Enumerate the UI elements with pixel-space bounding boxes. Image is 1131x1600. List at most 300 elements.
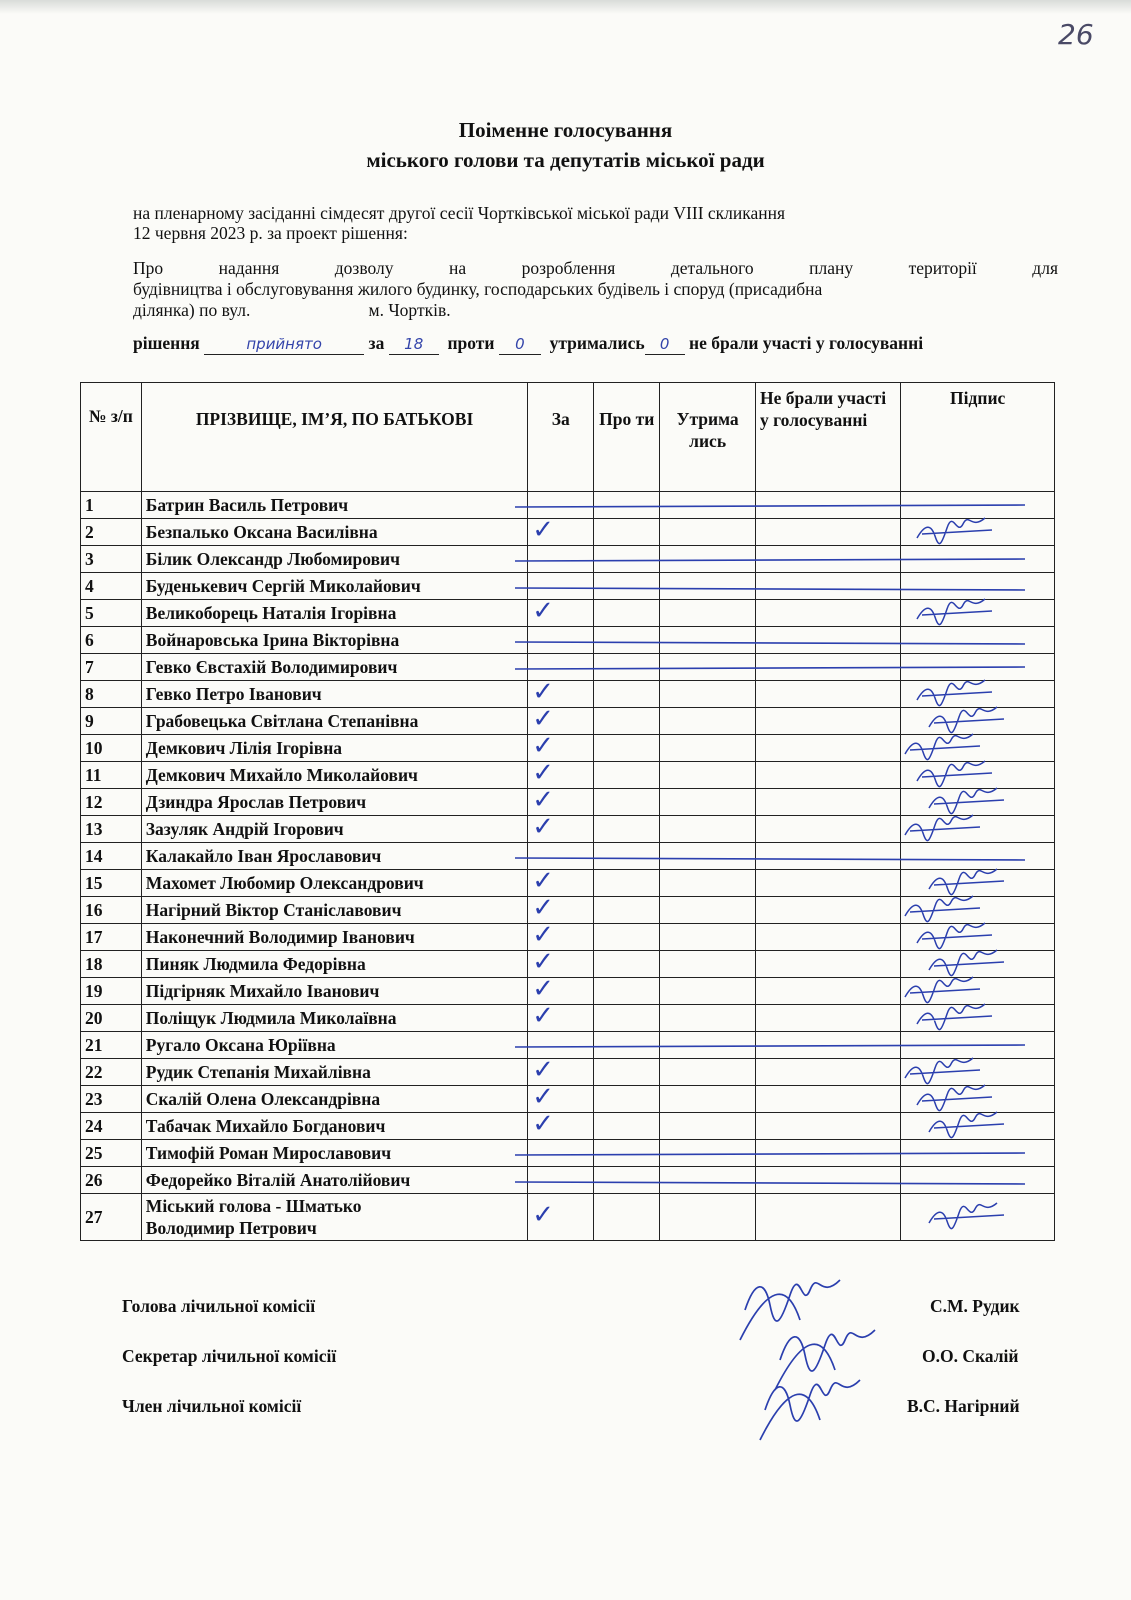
vote-proty-cell bbox=[594, 735, 660, 762]
decision-tail: не брали участі у голосуванні bbox=[688, 333, 924, 353]
vote-check-mark: ✓ bbox=[532, 677, 555, 707]
vote-check-mark: ✓ bbox=[532, 974, 555, 1004]
row-number bbox=[81, 600, 142, 627]
vote-check-mark: ✓ bbox=[532, 866, 555, 896]
vote-za-cell bbox=[528, 546, 594, 573]
vote-utr-cell bbox=[660, 1113, 756, 1140]
deputy-name-text: Буденькевич Сергій Миколайович bbox=[145, 576, 421, 596]
row-number-text: 17 bbox=[85, 927, 103, 947]
signature-cell bbox=[901, 492, 1055, 519]
deputy-name-text: Поліщук Людмила Миколаївна bbox=[145, 1008, 397, 1028]
commission-signature bbox=[740, 1280, 840, 1340]
row-number-text: 8 bbox=[85, 684, 94, 704]
vote-utr-cell bbox=[660, 897, 756, 924]
roll-call-table bbox=[80, 382, 1055, 1241]
row-number-text: 14 bbox=[85, 846, 103, 866]
table-row bbox=[81, 1167, 1055, 1194]
row-number-text: 19 bbox=[85, 981, 103, 1001]
header-nebr: Не брали участі у голосуванні bbox=[756, 383, 901, 492]
vote-za-cell bbox=[528, 1194, 594, 1241]
vote-nebr-cell bbox=[756, 1194, 901, 1241]
vote-utr-cell bbox=[660, 816, 756, 843]
deputy-name bbox=[141, 870, 528, 897]
deputy-name bbox=[141, 1194, 528, 1241]
document-subtitle: міського голови та депутатів міської ради bbox=[366, 148, 765, 172]
vote-utr-cell bbox=[660, 789, 756, 816]
deputy-name bbox=[141, 924, 528, 951]
utr-label: утримались bbox=[549, 333, 645, 353]
header-num: № з/п bbox=[81, 383, 142, 492]
vote-check-mark: ✓ bbox=[532, 920, 555, 950]
row-number bbox=[81, 708, 142, 735]
handwritten-page-number: 26 bbox=[1058, 18, 1094, 51]
vote-utr-cell bbox=[660, 519, 756, 546]
vote-proty-cell bbox=[594, 1140, 660, 1167]
row-number-text: 3 bbox=[85, 549, 94, 569]
signature-cell bbox=[901, 1005, 1055, 1032]
signature-cell bbox=[901, 681, 1055, 708]
project-title-line-2: будівництва і обслуговування жилого будинку, господарських будівель і споруд (присадибна bbox=[133, 279, 823, 299]
vote-check-mark: ✓ bbox=[532, 1055, 555, 1085]
deputy-name bbox=[141, 573, 528, 600]
vote-utr-cell bbox=[660, 1059, 756, 1086]
vote-utr-cell bbox=[660, 762, 756, 789]
utr-count: 0 bbox=[659, 335, 670, 353]
vote-nebr-cell bbox=[756, 951, 901, 978]
vote-nebr-cell bbox=[756, 492, 901, 519]
row-number bbox=[81, 1086, 142, 1113]
row-number bbox=[81, 843, 142, 870]
deputy-name-text: Батрин Василь Петрович bbox=[145, 495, 349, 515]
row-number bbox=[81, 870, 142, 897]
deputy-name bbox=[141, 843, 528, 870]
signature-cell bbox=[901, 708, 1055, 735]
vote-nebr-cell bbox=[756, 1140, 901, 1167]
vote-nebr-cell bbox=[756, 1086, 901, 1113]
vote-proty-cell bbox=[594, 681, 660, 708]
vote-proty-cell bbox=[594, 843, 660, 870]
commission-chair-name: С.М. Рудик bbox=[930, 1296, 1020, 1316]
vote-za-cell bbox=[528, 1140, 594, 1167]
document-title: Поіменне голосування bbox=[458, 118, 673, 142]
vote-proty-cell bbox=[594, 546, 660, 573]
vote-nebr-cell bbox=[756, 816, 901, 843]
deputy-name bbox=[141, 708, 528, 735]
row-number-text: 21 bbox=[85, 1035, 103, 1055]
deputy-name-text: Нагірний Віктор Станіславович bbox=[145, 900, 402, 920]
proty-label: проти bbox=[447, 333, 495, 353]
scan-top-edge bbox=[0, 0, 1131, 14]
deputy-name bbox=[141, 978, 528, 1005]
row-number-text: 13 bbox=[85, 819, 103, 839]
table-row bbox=[81, 762, 1055, 789]
vote-proty-cell bbox=[594, 492, 660, 519]
signature-cell bbox=[901, 816, 1055, 843]
row-number-text: 27 bbox=[85, 1207, 103, 1227]
row-number bbox=[81, 519, 142, 546]
deputy-name bbox=[141, 1167, 528, 1194]
table-row bbox=[81, 924, 1055, 951]
vote-nebr-cell bbox=[756, 1005, 901, 1032]
table-row bbox=[81, 1194, 1055, 1241]
deputy-name-text: Безпалько Оксана Василівна bbox=[145, 522, 378, 542]
header-proty: Про ти bbox=[594, 383, 660, 492]
vote-proty-cell bbox=[594, 789, 660, 816]
za-count-field bbox=[389, 333, 439, 355]
proty-count-field bbox=[499, 333, 541, 355]
vote-utr-cell bbox=[660, 1032, 756, 1059]
vote-utr-cell bbox=[660, 600, 756, 627]
signature-cell bbox=[901, 1140, 1055, 1167]
row-number-text: 10 bbox=[85, 738, 103, 758]
row-number bbox=[81, 1194, 142, 1241]
vote-utr-cell bbox=[660, 978, 756, 1005]
row-number-text: 7 bbox=[85, 657, 94, 677]
signature-cell bbox=[901, 951, 1055, 978]
row-number-text: 24 bbox=[85, 1116, 103, 1136]
vote-nebr-cell bbox=[756, 897, 901, 924]
table-row bbox=[81, 492, 1055, 519]
table-row bbox=[81, 600, 1055, 627]
deputy-name bbox=[141, 492, 528, 519]
vote-utr-cell bbox=[660, 1140, 756, 1167]
utr-count-field bbox=[645, 333, 685, 355]
signature-cell bbox=[901, 573, 1055, 600]
za-count: 18 bbox=[404, 335, 424, 353]
row-number-text: 1 bbox=[85, 495, 94, 515]
vote-utr-cell bbox=[660, 681, 756, 708]
deputy-name-text: Тимофій Роман Мирославович bbox=[145, 1143, 392, 1163]
deputy-name bbox=[141, 546, 528, 573]
table-row bbox=[81, 897, 1055, 924]
signature-cell bbox=[901, 924, 1055, 951]
deputy-name-text: Табачак Михайло Богданович bbox=[145, 1116, 386, 1136]
row-number bbox=[81, 978, 142, 1005]
row-number bbox=[81, 681, 142, 708]
vote-proty-cell bbox=[594, 1194, 660, 1241]
decision-result-field bbox=[204, 333, 364, 355]
vote-za-cell bbox=[528, 596, 594, 627]
signature-cell bbox=[901, 546, 1055, 573]
vote-proty-cell bbox=[594, 600, 660, 627]
proty-count: 0 bbox=[515, 335, 525, 353]
vote-nebr-cell bbox=[756, 870, 901, 897]
row-number-text: 6 bbox=[85, 630, 94, 650]
deputy-name-text: Дзиндра Ярослав Петрович bbox=[145, 792, 367, 812]
vote-proty-cell bbox=[594, 1086, 660, 1113]
row-number-text: 12 bbox=[85, 792, 103, 812]
decision-result: прийнято bbox=[246, 335, 322, 353]
commission-secretary-name: О.О. Скалій bbox=[922, 1346, 1019, 1366]
deputy-name bbox=[141, 735, 528, 762]
commission-member-name: В.С. Нагірний bbox=[907, 1396, 1020, 1416]
signature-cell bbox=[901, 1167, 1055, 1194]
table-body bbox=[81, 492, 1055, 1241]
table-row bbox=[81, 654, 1055, 681]
row-number-text: 26 bbox=[85, 1170, 103, 1190]
vote-nebr-cell bbox=[756, 1113, 901, 1140]
signature-cell bbox=[901, 1059, 1055, 1086]
vote-proty-cell bbox=[594, 762, 660, 789]
row-number bbox=[81, 897, 142, 924]
signature-cell bbox=[901, 1032, 1055, 1059]
header-utr: Утрима лись bbox=[660, 383, 756, 492]
row-number bbox=[81, 1005, 142, 1032]
deputy-name bbox=[141, 951, 528, 978]
signature-cell bbox=[901, 600, 1055, 627]
signature-cell bbox=[901, 519, 1055, 546]
session-line: на пленарному засіданні сімдесят другої сесії Чортківської міської ради VIII скликання bbox=[133, 203, 786, 223]
commission-chair-role: Голова лічильної комісії bbox=[122, 1296, 316, 1316]
table-row bbox=[81, 546, 1055, 573]
deputy-name-text: Демкович Лілія Ігорівна bbox=[145, 738, 343, 758]
vote-check-mark: ✓ bbox=[532, 596, 555, 626]
vote-proty-cell bbox=[594, 978, 660, 1005]
deputy-name-text: Пиняк Людмила Федорівна bbox=[145, 954, 366, 974]
vote-utr-cell bbox=[660, 573, 756, 600]
header-signature: Підпис bbox=[901, 383, 1055, 492]
vote-proty-cell bbox=[594, 627, 660, 654]
vote-proty-cell bbox=[594, 951, 660, 978]
vote-za-cell bbox=[528, 515, 594, 546]
decision-label: рішення bbox=[133, 333, 200, 353]
table-row bbox=[81, 789, 1055, 816]
table-row bbox=[81, 681, 1055, 708]
vote-nebr-cell bbox=[756, 627, 901, 654]
row-number-text: 25 bbox=[85, 1143, 103, 1163]
vote-proty-cell bbox=[594, 924, 660, 951]
deputy-name-text: Міський голова - Шматько bbox=[145, 1196, 362, 1216]
vote-proty-cell bbox=[594, 708, 660, 735]
table-row bbox=[81, 708, 1055, 735]
table-row bbox=[81, 735, 1055, 762]
vote-proty-cell bbox=[594, 1167, 660, 1194]
deputy-name bbox=[141, 1086, 528, 1113]
deputy-name bbox=[141, 681, 528, 708]
vote-check-mark: ✓ bbox=[532, 1001, 555, 1031]
row-number bbox=[81, 924, 142, 951]
row-number bbox=[81, 1032, 142, 1059]
table-row bbox=[81, 978, 1055, 1005]
commission-member-role: Член лічильної комісії bbox=[122, 1396, 302, 1416]
deputy-name bbox=[141, 1032, 528, 1059]
vote-za-cell bbox=[528, 1001, 594, 1032]
signature-cell bbox=[901, 654, 1055, 681]
table-row bbox=[81, 1059, 1055, 1086]
vote-proty-cell bbox=[594, 1059, 660, 1086]
vote-utr-cell bbox=[660, 1086, 756, 1113]
header-name: ПРІЗВИЩЕ, ІМ’Я, ПО БАТЬКОВІ bbox=[141, 383, 528, 492]
row-number-text: 16 bbox=[85, 900, 103, 920]
vote-utr-cell bbox=[660, 492, 756, 519]
vote-nebr-cell bbox=[756, 654, 901, 681]
deputy-name-text: Демкович Михайло Миколайович bbox=[145, 765, 418, 785]
signature-cell bbox=[901, 735, 1055, 762]
vote-nebr-cell bbox=[756, 1032, 901, 1059]
deputy-name-text: Рудик Степанія Михайлівна bbox=[145, 1062, 371, 1082]
vote-check-mark: ✓ bbox=[532, 1109, 555, 1139]
project-title-line-3: ділянка) по вул. м. Чортків. bbox=[133, 300, 451, 320]
deputy-name-text: Войнаровська Ірина Вікторівна bbox=[145, 630, 400, 650]
vote-utr-cell bbox=[660, 1194, 756, 1241]
table-row bbox=[81, 870, 1055, 897]
deputy-name-text: Махомет Любомир Олександрович bbox=[145, 873, 424, 893]
vote-check-mark: ✓ bbox=[532, 758, 555, 788]
deputy-name bbox=[141, 1005, 528, 1032]
table-row bbox=[81, 1140, 1055, 1167]
vote-check-mark: ✓ bbox=[532, 812, 555, 842]
vote-nebr-cell bbox=[756, 924, 901, 951]
signature-cell bbox=[901, 1113, 1055, 1140]
row-number bbox=[81, 816, 142, 843]
deputy-name-text: Гевко Петро Іванович bbox=[145, 684, 322, 704]
row-number bbox=[81, 492, 142, 519]
commission-secretary-role: Секретар лічильної комісії bbox=[122, 1346, 337, 1366]
vote-nebr-cell bbox=[756, 762, 901, 789]
deputy-name bbox=[141, 1140, 528, 1167]
vote-check-mark: ✓ bbox=[532, 1082, 555, 1112]
deputy-name bbox=[141, 816, 528, 843]
row-number-text: 4 bbox=[85, 576, 94, 596]
signature-cell bbox=[901, 870, 1055, 897]
deputy-name bbox=[141, 1059, 528, 1086]
row-number bbox=[81, 735, 142, 762]
row-number-text: 11 bbox=[85, 765, 102, 785]
vote-utr-cell bbox=[660, 654, 756, 681]
vote-nebr-cell bbox=[756, 843, 901, 870]
table-row bbox=[81, 573, 1055, 600]
commission-signature bbox=[760, 1380, 860, 1440]
row-number-text: 15 bbox=[85, 873, 103, 893]
signature-cell bbox=[901, 789, 1055, 816]
table-row bbox=[81, 843, 1055, 870]
deputy-name-text: Підгірняк Михайло Іванович bbox=[145, 981, 380, 1001]
deputy-name-text: Скалій Олена Олександрівна bbox=[145, 1089, 381, 1109]
row-number bbox=[81, 789, 142, 816]
deputy-name bbox=[141, 1113, 528, 1140]
date-line: 12 червня 2023 р. за проект рішення: bbox=[133, 223, 408, 243]
vote-proty-cell bbox=[594, 654, 660, 681]
deputy-name bbox=[141, 762, 528, 789]
deputy-name-text: Гевко Євстахій Володимирович bbox=[145, 657, 398, 677]
vote-nebr-cell bbox=[756, 789, 901, 816]
vote-proty-cell bbox=[594, 1113, 660, 1140]
row-number-text: 2 bbox=[85, 522, 94, 542]
row-number-text: 5 bbox=[85, 603, 94, 623]
vote-proty-cell bbox=[594, 870, 660, 897]
decision-summary bbox=[133, 333, 1063, 355]
signature-cell bbox=[901, 843, 1055, 870]
table-header-row bbox=[81, 383, 1055, 492]
signature-cell bbox=[901, 627, 1055, 654]
vote-check-mark: ✓ bbox=[532, 785, 555, 815]
deputy-name bbox=[141, 519, 528, 546]
deputy-name bbox=[141, 897, 528, 924]
table-row bbox=[81, 1113, 1055, 1140]
vote-utr-cell bbox=[660, 843, 756, 870]
vote-nebr-cell bbox=[756, 1059, 901, 1086]
row-number bbox=[81, 1113, 142, 1140]
row-number bbox=[81, 762, 142, 789]
signature-cell bbox=[901, 897, 1055, 924]
vote-utr-cell bbox=[660, 951, 756, 978]
vote-utr-cell bbox=[660, 924, 756, 951]
row-number bbox=[81, 654, 142, 681]
row-number bbox=[81, 1059, 142, 1086]
vote-nebr-cell bbox=[756, 546, 901, 573]
za-label: за bbox=[368, 333, 385, 353]
vote-za-cell bbox=[528, 627, 594, 654]
row-number-text: 18 bbox=[85, 954, 103, 974]
vote-utr-cell bbox=[660, 708, 756, 735]
vote-check-mark: ✓ bbox=[532, 515, 555, 545]
deputy-name bbox=[141, 789, 528, 816]
deputy-name-text: Наконечний Володимир Іванович bbox=[145, 927, 415, 947]
vote-utr-cell bbox=[660, 1005, 756, 1032]
deputy-name-text: Зазуляк Андрій Ігорович bbox=[145, 819, 344, 839]
vote-proty-cell bbox=[594, 897, 660, 924]
vote-proty-cell bbox=[594, 519, 660, 546]
signature-cell bbox=[901, 1194, 1055, 1241]
row-number bbox=[81, 573, 142, 600]
table-row bbox=[81, 627, 1055, 654]
vote-nebr-cell bbox=[756, 708, 901, 735]
deputy-name-text: Федорейко Віталій Анатолійович bbox=[145, 1170, 411, 1190]
commission-signature bbox=[775, 1330, 875, 1390]
vote-check-mark: ✓ bbox=[532, 704, 555, 734]
deputy-name bbox=[141, 600, 528, 627]
vote-nebr-cell bbox=[756, 735, 901, 762]
row-number bbox=[81, 1167, 142, 1194]
row-number-text: 20 bbox=[85, 1008, 103, 1028]
vote-nebr-cell bbox=[756, 978, 901, 1005]
row-number bbox=[81, 951, 142, 978]
table-row bbox=[81, 1086, 1055, 1113]
vote-nebr-cell bbox=[756, 519, 901, 546]
signature-cell bbox=[901, 762, 1055, 789]
vote-proty-cell bbox=[594, 816, 660, 843]
deputy-name bbox=[141, 654, 528, 681]
deputy-name bbox=[141, 627, 528, 654]
deputy-name-text: Ругало Оксана Юріївна bbox=[145, 1035, 336, 1055]
vote-utr-cell bbox=[660, 1167, 756, 1194]
table-row bbox=[81, 816, 1055, 843]
vote-utr-cell bbox=[660, 546, 756, 573]
vote-nebr-cell bbox=[756, 573, 901, 600]
deputy-name-text-2: Володимир Петрович bbox=[145, 1218, 317, 1238]
vote-utr-cell bbox=[660, 870, 756, 897]
vote-utr-cell bbox=[660, 627, 756, 654]
vote-za-cell bbox=[528, 1109, 594, 1140]
row-number-text: 9 bbox=[85, 711, 94, 731]
project-title-line-1: Про надання дозволу на розроблення детального плану території для bbox=[133, 258, 1058, 278]
row-number bbox=[81, 546, 142, 573]
vote-nebr-cell bbox=[756, 681, 901, 708]
row-number bbox=[81, 627, 142, 654]
signature-cell bbox=[901, 1086, 1055, 1113]
deputy-name-text: Великоборець Наталія Ігорівна bbox=[145, 603, 397, 623]
table-row bbox=[81, 1032, 1055, 1059]
vote-nebr-cell bbox=[756, 1167, 901, 1194]
vote-proty-cell bbox=[594, 1005, 660, 1032]
table-row bbox=[81, 519, 1055, 546]
vote-check-mark: ✓ bbox=[532, 731, 555, 761]
signature-cell bbox=[901, 978, 1055, 1005]
row-number bbox=[81, 1140, 142, 1167]
vote-check-mark: ✓ bbox=[532, 1200, 555, 1230]
deputy-name-text: Калакайло Іван Ярославович bbox=[145, 846, 382, 866]
table-row bbox=[81, 951, 1055, 978]
